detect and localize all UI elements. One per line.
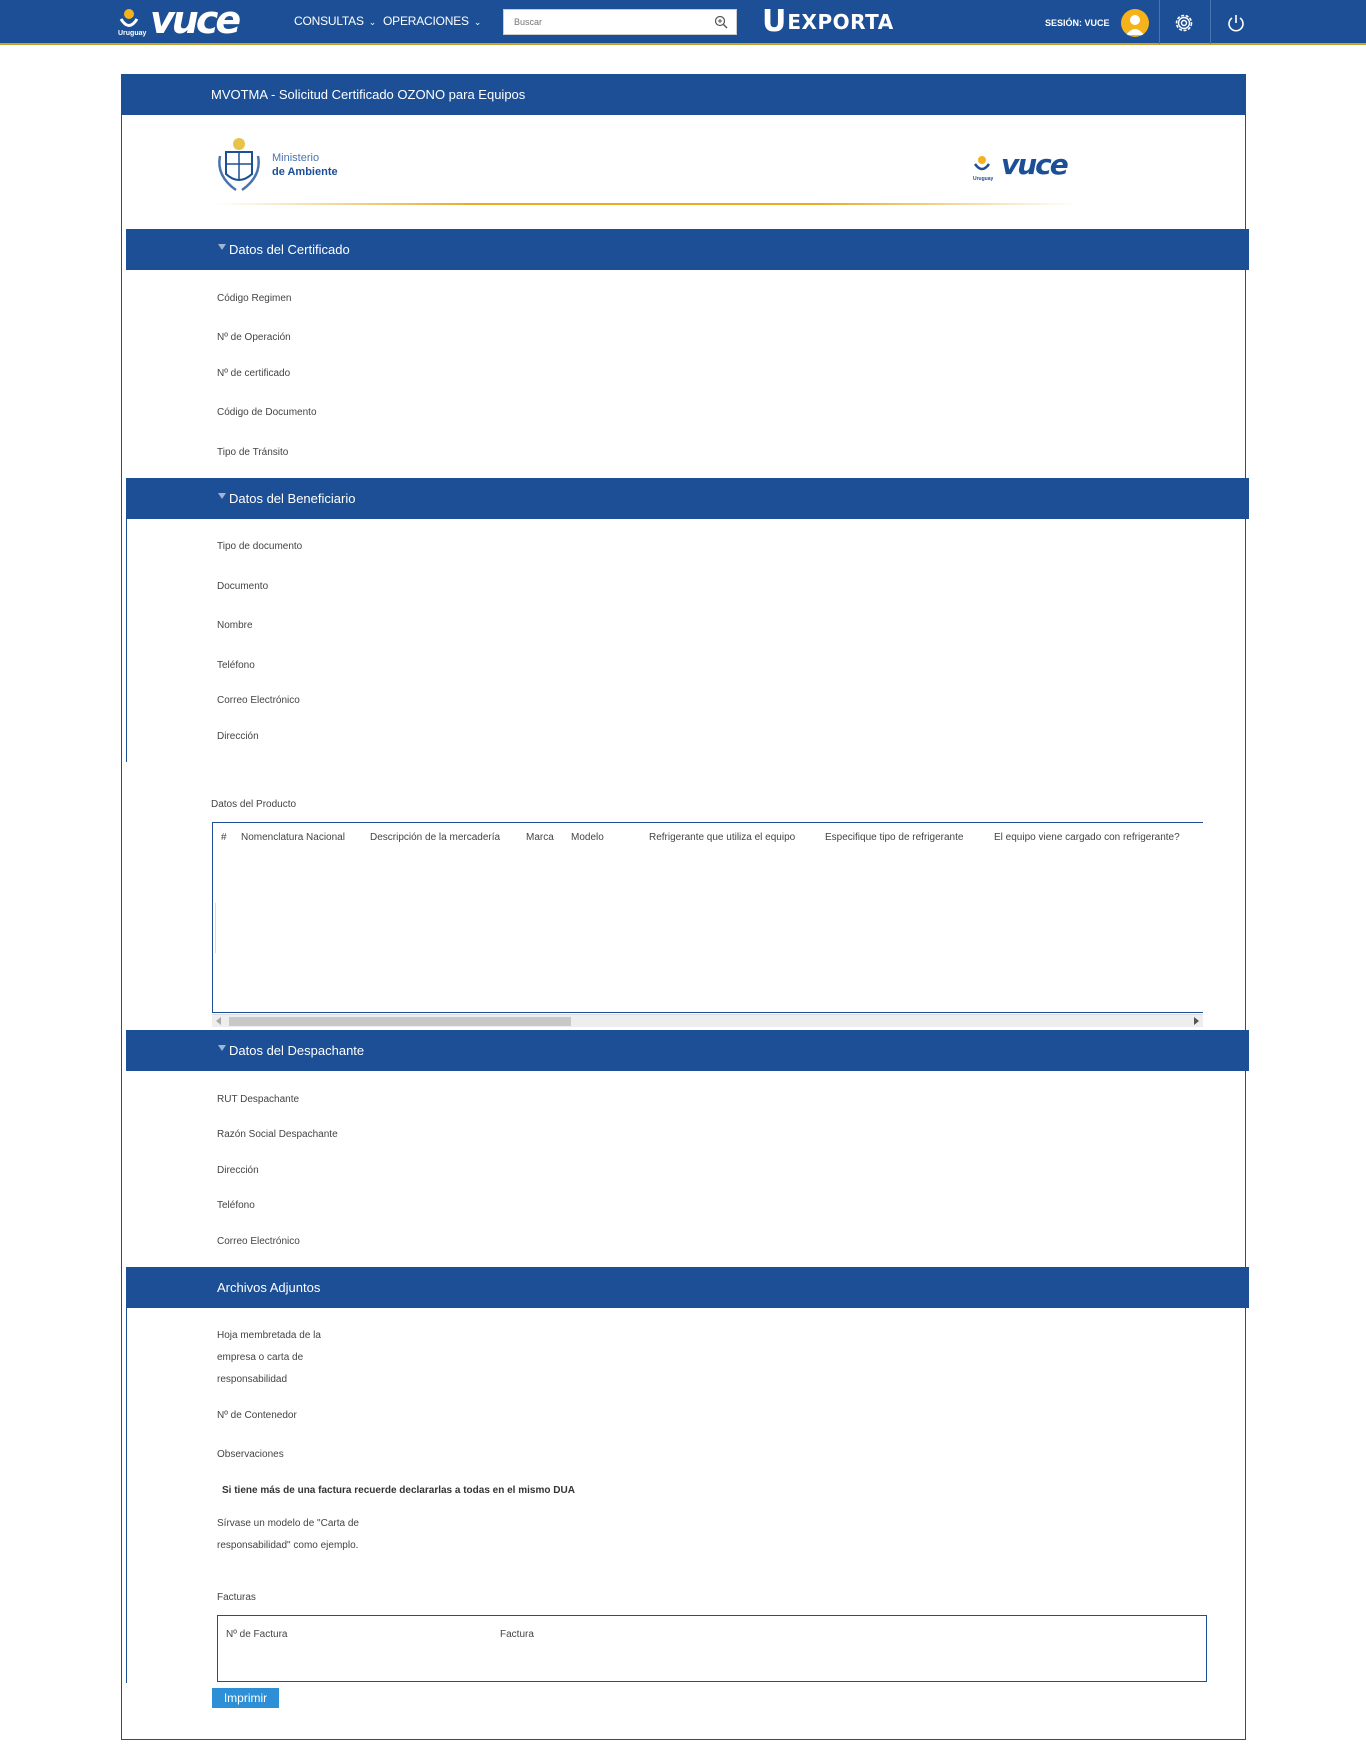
scroll-thumb[interactable] [229, 1017, 571, 1026]
nav-consultas[interactable] [294, 14, 376, 28]
ministry-logo [214, 136, 354, 196]
ministry-line1: Ministerio [272, 152, 320, 164]
navbar-separator [1159, 0, 1160, 44]
session-label: SESIÓN: VUCE [1045, 18, 1110, 28]
field-contenedor: Nº de Contenedor [217, 1410, 297, 1421]
sun-icon [973, 154, 991, 176]
field-num-certificado: Nº de certificado [217, 368, 291, 379]
field-num-operacion: Nº de Operación [217, 332, 291, 343]
page-title-bar [121, 74, 1246, 115]
ministry-line2: de Ambiente [272, 166, 338, 178]
nav-operaciones-label: OPERACIONES [383, 14, 469, 28]
vuce-logo-text: vuce [1001, 148, 1067, 181]
field-telefono-despachante: Teléfono [217, 1200, 255, 1211]
section-adjuntos-header[interactable] [126, 1267, 1249, 1308]
search-input[interactable] [504, 10, 704, 34]
uexporta-text: EXPORTA [787, 10, 894, 34]
field-direccion: Dirección [217, 731, 259, 742]
carta-note-line1: Sírvase un modelo de "Carta de [217, 1518, 359, 1529]
field-hoja-line2: empresa o carta de [217, 1352, 304, 1363]
field-tipo-transito: Tipo de Tránsito [217, 447, 289, 458]
scroll-right-icon[interactable] [1194, 1017, 1199, 1025]
search-box [503, 9, 737, 35]
producto-label: Datos del Producto [211, 799, 297, 810]
navbar-separator [1210, 0, 1211, 44]
section-left-rule [126, 519, 127, 762]
nav-operaciones[interactable] [383, 14, 481, 28]
horizontal-scrollbar[interactable] [212, 1014, 1203, 1027]
gear-icon[interactable] [1173, 12, 1195, 34]
collapse-triangle-icon [218, 244, 226, 250]
field-rut-despachante: RUT Despachante [217, 1094, 300, 1105]
factura-note: Si tiene más de una factura recuerde declararlas a todas en el mismo DUA [222, 1485, 575, 1496]
section-beneficiario-header[interactable] [126, 478, 1249, 519]
crest-icon [214, 136, 264, 196]
logo-country: Uruguay [118, 30, 147, 37]
grid-header[interactable]: Descripción de la mercadería [370, 832, 501, 843]
page-title: MVOTMA - Solicitud Certificado OZONO para Equipos [211, 87, 526, 102]
carta-note-line2: responsabilidad" como ejemplo. [217, 1540, 359, 1551]
header-divider [214, 203, 1078, 205]
grid-header[interactable]: # [221, 832, 227, 843]
print-button[interactable]: Imprimir [212, 1688, 279, 1708]
vuce-logo-country: Uruguay [973, 176, 994, 182]
section-adjuntos-title: Archivos Adjuntos [217, 1280, 321, 1295]
user-icon [1121, 9, 1149, 37]
uexporta-u: U [762, 4, 787, 39]
field-razon-social: Razón Social Despachante [217, 1129, 338, 1140]
section-left-rule [126, 1308, 127, 1683]
field-telefono: Teléfono [217, 660, 255, 671]
top-navbar [0, 0, 1366, 45]
section-certificado-title: Datos del Certificado [229, 242, 350, 257]
field-correo-despachante: Correo Electrónico [217, 1236, 300, 1247]
field-documento: Documento [217, 581, 269, 592]
chevron-down-icon: ⌄ [368, 17, 377, 27]
avatar[interactable] [1121, 9, 1149, 37]
section-despachante-title: Datos del Despachante [229, 1043, 365, 1058]
grid-header[interactable]: Especifique tipo de refrigerante [825, 832, 964, 843]
facturas-label: Facturas [217, 1592, 256, 1603]
collapse-triangle-icon [218, 493, 226, 499]
section-certificado-header[interactable] [126, 229, 1249, 270]
section-beneficiario-title: Datos del Beneficiario [229, 491, 356, 506]
grid-header[interactable]: Modelo [571, 832, 604, 843]
field-hoja-line3: responsabilidad [217, 1374, 288, 1385]
uexporta-logo[interactable] [762, 6, 894, 38]
producto-grid [212, 822, 1203, 1013]
grid-header[interactable]: Marca [526, 832, 554, 843]
search-icon[interactable] [714, 15, 728, 29]
field-observaciones: Observaciones [217, 1449, 284, 1460]
section-despachante-header[interactable] [126, 1030, 1249, 1071]
field-correo: Correo Electrónico [217, 695, 300, 706]
facturas-header[interactable]: Factura [500, 1629, 534, 1640]
grid-header[interactable]: El equipo viene cargado con refrigerante? [994, 832, 1180, 843]
facturas-header[interactable]: Nº de Factura [226, 1629, 288, 1640]
grid-header[interactable]: Refrigerante que utiliza el equipo [649, 832, 796, 843]
field-codigo-regimen: Código Regimen [217, 293, 292, 304]
field-direccion-despachante: Dirección [217, 1165, 259, 1176]
grid-header[interactable]: Nomenclatura Nacional [241, 832, 345, 843]
power-icon[interactable] [1226, 12, 1246, 34]
chevron-down-icon: ⌄ [473, 17, 482, 27]
grid-divider [215, 903, 216, 953]
logo-text: vuce [150, 0, 239, 42]
scroll-left-icon[interactable] [216, 1017, 221, 1025]
nav-consultas-label: CONSULTAS [294, 14, 364, 28]
field-hoja-line1: Hoja membretada de la [217, 1330, 321, 1341]
field-tipo-documento: Tipo de documento [217, 541, 303, 552]
facturas-table [217, 1615, 1207, 1682]
field-nombre: Nombre [217, 620, 253, 631]
collapse-triangle-icon [218, 1045, 226, 1051]
field-codigo-documento: Código de Documento [217, 407, 317, 418]
